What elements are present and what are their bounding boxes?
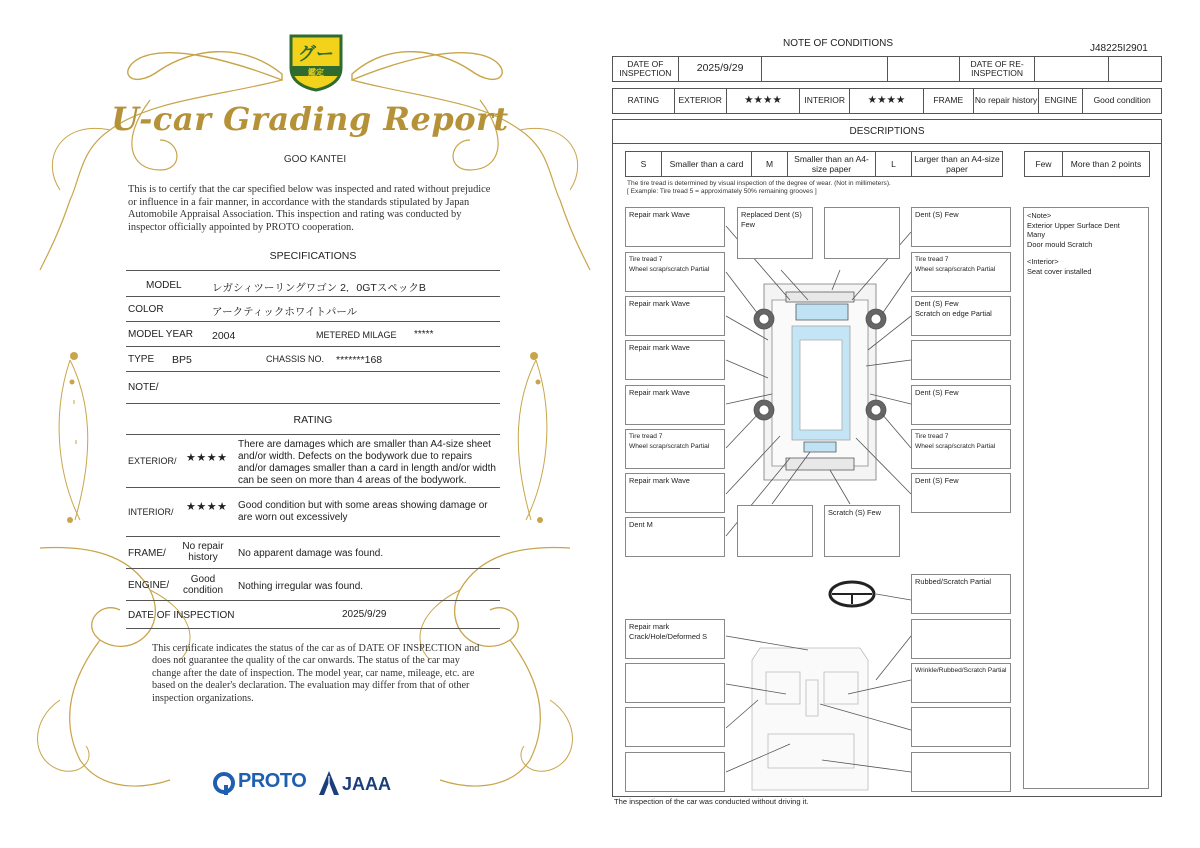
model-year-label: MODEL YEAR: [128, 329, 194, 340]
rating-row-interior: [126, 488, 500, 537]
frame-description: No apparent damage was found.: [238, 548, 384, 559]
cell-steering-wheel: Rubbed/Scratch Partial: [911, 574, 1011, 614]
tire-note-line-1: The tire tread is determined by visual inspection of the degree of wear. (Not in millimeters).: [627, 180, 891, 187]
note-of-conditions-sheet: [600, 0, 1200, 848]
frame-header: FRAME: [924, 89, 974, 113]
reinspection-date-cell-b: [1035, 57, 1109, 81]
spec-row-type: [126, 347, 500, 372]
cell-rear-right-tire: [911, 429, 1011, 469]
chassis-value: *******168: [336, 354, 383, 366]
mileage-label: METERED MILAGE: [316, 330, 397, 340]
cell-interior-left-4: [625, 752, 725, 792]
specifications-heading: SPECIFICATIONS: [269, 250, 357, 262]
cell-dashboard-line-2: Crack/Hole/Deformed S: [629, 632, 708, 641]
chassis-label: CHASSIS NO.: [266, 354, 325, 364]
quantity-legend: [1024, 151, 1150, 177]
interior-stars-cell: ★★★★: [850, 89, 924, 113]
cell-right-rear-door: Dent (S) Few: [911, 385, 1011, 425]
blank-cell: [762, 57, 888, 81]
engine-value: Good condition: [182, 574, 224, 596]
color-label: COLOR: [128, 304, 164, 315]
size-legend: [625, 151, 1003, 177]
cell-left-front-door: Repair mark Wave: [625, 340, 725, 380]
descriptions-heading: DESCRIPTIONS: [613, 120, 1161, 144]
cell-dashboard: [625, 619, 725, 659]
cell-right-fender-line-2: Scratch on edge Partial: [915, 309, 992, 318]
legend-more-than-two: More than 2 points: [1070, 159, 1142, 169]
color-value: アークティックホワイトパール: [212, 306, 358, 318]
rating-header: RATING: [613, 89, 675, 113]
mileage-value: *****: [414, 329, 434, 340]
spec-row-color: [126, 297, 500, 322]
legend-text-s: Smaller than a card: [662, 152, 752, 176]
cell-rear-left-bumper: Dent M: [625, 517, 725, 557]
goo-kantei-badge-icon: [287, 32, 345, 92]
inspection-date-row: [612, 56, 1162, 82]
date-of-inspection-value: 2025/9/29: [342, 609, 387, 620]
cell-interior-left-3: [625, 707, 725, 747]
cell-front-right-tire-line-2: Wheel scrap/scratch Partial: [915, 266, 996, 273]
rating-row-engine: [126, 569, 500, 601]
type-value: BP5: [172, 354, 192, 366]
frame-value: No repair history: [182, 541, 224, 563]
badge-top-text: グー: [298, 44, 334, 65]
cell-front-left-tire-line-2: Wheel scrap/scratch Partial: [629, 266, 710, 273]
badge-bottom-text: 鑑定: [308, 68, 324, 77]
proto-logo-icon: [212, 771, 236, 795]
exterior-label: EXTERIOR/: [128, 456, 177, 466]
model-value: レガシィツーリングワゴン 2．0GTスペックB: [212, 282, 426, 294]
cell-dashboard-line-1: Repair mark: [629, 622, 670, 631]
cell-right-fender: [911, 296, 1011, 336]
date-of-inspection-label: DATE OF INSPECTION: [128, 610, 235, 621]
cell-left-rear-door: Repair mark Wave: [625, 385, 725, 425]
tire-tread-note: [627, 180, 891, 196]
spec-row-year: [126, 322, 500, 347]
note-line: Many: [1027, 230, 1046, 239]
conditions-title: NOTE OF CONDITIONS: [783, 38, 893, 49]
legend-code-m: M: [752, 152, 788, 176]
cell-rear-right-tire-line-2: Wheel scrap/scratch Partial: [915, 443, 996, 450]
report-subtitle: GOO KANTEI: [283, 154, 347, 165]
engine-label: ENGINE/: [128, 580, 170, 591]
exterior-stars-cell: ★★★★: [727, 89, 801, 113]
cell-front-right-tire-line-1: Tire tread 7: [915, 256, 949, 263]
cell-left-quarter: Repair mark Wave: [625, 473, 725, 513]
exterior-header: EXTERIOR: [675, 89, 727, 113]
note-line: Exterior Upper Surface Dent: [1027, 220, 1120, 230]
frame-label: FRAME/: [128, 548, 166, 559]
cell-interior-right-3: [911, 707, 1011, 747]
interior-description: Good condition but with some areas showing damage or are worn out excessively: [238, 500, 488, 523]
note-line: Door mould Scratch: [1027, 239, 1093, 249]
cell-front-right-tire: [911, 252, 1011, 292]
exterior-stars: ★★★★: [186, 452, 228, 464]
cell-rear-left-tire: [625, 429, 725, 469]
rating-row-frame: [126, 537, 500, 569]
interior-header: INTERIOR: [800, 89, 850, 113]
cell-rear-bumper-left: [737, 505, 813, 557]
note-heading: <Note>: [1027, 211, 1052, 220]
cell-right-quarter: Dent (S) Few: [911, 473, 1011, 513]
cell-front-right-panel: Dent (S) Few: [911, 207, 1011, 247]
cell-rear-right-tire-line-1: Tire tread 7: [915, 433, 949, 440]
cell-interior-right-2: Wrinkle/Rubbed/Scratch Partial: [911, 663, 1011, 703]
cell-left-fender: Repair mark Wave: [625, 296, 725, 336]
cell-front-left-tire-line-1: Tire tread 7: [629, 256, 663, 263]
cell-front-bumper: Replaced Dent (S) Few: [737, 207, 813, 259]
rating-row-date: [126, 601, 500, 629]
exterior-description: There are damages which are smaller than A4-size sheet and/or width. Defects on the bodywork due to repairs and/or damages smaller than a card in length and/or width can be seen on more than 4 areas of the bodywork.: [238, 439, 496, 486]
inspection-disclaimer: The inspection of the car was conducted without driving it.: [614, 797, 809, 806]
cell-right-front-door: [911, 340, 1011, 380]
legend-few: Few: [1025, 152, 1063, 176]
report-title: U-car Grading Report: [111, 100, 509, 138]
cell-interior-left-2: [625, 663, 725, 703]
legend-text-m: Smaller than an A4-size paper: [788, 152, 876, 176]
type-label: TYPE: [128, 354, 155, 365]
cell-rear-left-tire-line-1: Tire tread 7: [629, 433, 663, 440]
notes-box: [1023, 207, 1149, 789]
reinspection-date-cell-a: [888, 57, 960, 81]
interior-label: INTERIOR/: [128, 507, 174, 517]
cell-interior-right-1: [911, 619, 1011, 659]
jaaa-logo-text: JAAA: [342, 774, 392, 794]
cell-interior-right-4: [911, 752, 1011, 792]
interior-note-line: Seat cover installed: [1027, 266, 1092, 276]
frame-value-cell: No repair history: [974, 89, 1040, 113]
certification-statement: This is to certify that the car specified below was inspected and rated without prejudice or influence in a fair manner, in accordance with the standards stipulated by Japan Automobile Appraisal Association. This inspection and rating was conducted by inspector officially appointed by PROTO cooperation.: [128, 184, 491, 233]
date-of-inspection-cell: 2025/9/29: [679, 57, 763, 81]
certificate-disclaimer: This certificate indicates the status of the car as of DATE OF INSPECTION and does not guarantee the quality of the car onwards. The status of the car may change after the date of inspection. The model year, car name, mileage, etc. are based on the dealer's declaration. The evaluation may differ from that of other inspection organizations.: [152, 643, 480, 704]
interior-stars: ★★★★: [186, 501, 228, 513]
rating-heading: RATING: [293, 414, 333, 426]
model-year-value: 2004: [212, 330, 236, 342]
interior-note-heading: <Interior>: [1027, 257, 1059, 266]
engine-value-cell: Good condition: [1093, 95, 1151, 106]
tire-note-line-2: [ Example: Tire tread 5 = approximately 50% remaining grooves ]: [627, 188, 817, 196]
reinspection-header: DATE OF RE-INSPECTION: [960, 57, 1036, 81]
legend-code-l: L: [876, 152, 912, 176]
proto-logo-text: PROTO: [238, 770, 307, 792]
engine-header: ENGINE: [1039, 89, 1083, 113]
rating-row-exterior: [126, 434, 500, 488]
date-of-inspection-header: DATE OF INSPECTION: [613, 57, 679, 81]
reinspection-date-cell-c: [1109, 57, 1161, 81]
legend-code-s: S: [626, 152, 662, 176]
cell-rear-left-tire-line-2: Wheel scrap/scratch Partial: [629, 443, 710, 450]
legend-text-l: Larger than an A4-size paper: [914, 154, 1000, 174]
rating-summary-row: [612, 88, 1162, 114]
spec-row-note: [126, 372, 500, 404]
jaaa-logo-icon: [318, 770, 340, 796]
document-id: J48225I2901: [1090, 43, 1148, 54]
model-label: MODEL: [146, 280, 182, 291]
engine-description: Nothing irregular was found.: [238, 581, 364, 592]
note-label: NOTE/: [128, 382, 159, 393]
spec-row-model: [126, 270, 500, 297]
cell-rear-bumper: Scratch (S) Few: [824, 505, 900, 557]
cell-front-left-tire: [625, 252, 725, 292]
cell-front-left-panel: Repair mark Wave: [625, 207, 725, 247]
cell-right-fender-line-1: Dent (S) Few: [915, 299, 959, 308]
cell-hood: [824, 207, 900, 259]
